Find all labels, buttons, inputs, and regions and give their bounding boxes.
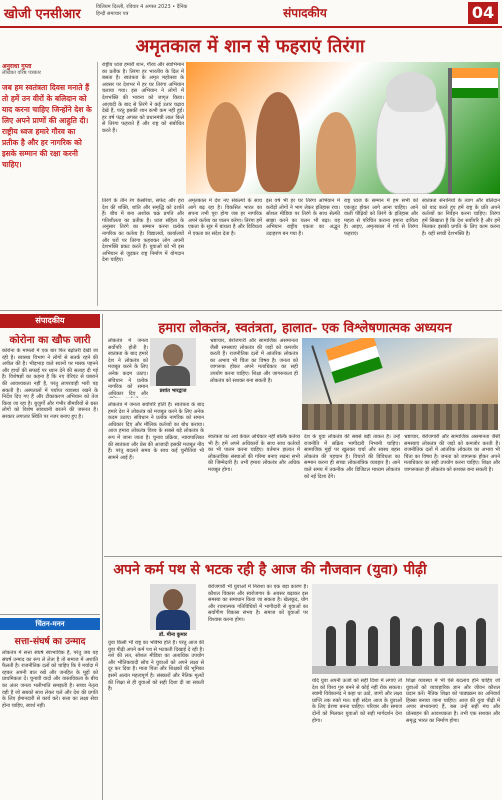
bottom-column-3: यदि युवा अपनी ऊर्जा को सही दिशा में लगाएं तो देश को विश्व गुरु बनने से कोई नहीं रोक सकता। स्वामी विवेकानंद ने कहा था उठो, जागो और लक्ष्य प्राप्ति तक रुको मत। यही संदेश आज के युवाओं के लिए प्रेरणा बनना चाहिए। परिवार और समाज दोनों को मिलकर युवाओं को सही मार्गदर्शन देना होगा। <box>312 678 402 724</box>
masthead <box>0 0 502 28</box>
lead-column-6: स्वतंत्रता सेनानियों के त्याग और बलिदान को याद करते हुए हमें राष्ट्र के प्रति अपने कर्तव्यों का निर्वहन करना चाहिए। तिरंगा हमें सिखाता है कि देश सर्वोपरि है और हमें मिलकर इसकी प्रगति के लिए काम करना है। यही सच्ची देशभक्ति है। <box>422 198 500 237</box>
middle-column-1: लोकतंत्र में जनता सर्वोपरि होती है। स्वतंत्रता के बाद हमारे देश ने लोकतंत्र को मजबूत करने के लिए अनेक कदम उठाए। संविधान ने प्रत्येक नागरिक को समान अधिकार दिए और मौलिक कर्तव्यों का बोध कराया। आज हमारा लोकतंत्र विश्व के सबसे बड़े लोकतंत्र के रूप में जाना जाता है। चुनाव प्रक्रिया, न्यायपालिका की स्वतंत्रता और प्रेस की आजादी इसकी मजबूत नींव हैं। परंतु बदलते समय के साथ कई चुनौतियां भी सामने आई हैं। <box>108 402 204 461</box>
left-section-ribbon: संपादकीय <box>0 314 100 328</box>
lead-photo <box>186 62 500 194</box>
middle-column-2: भ्रष्टाचार, बेरोजगारी और सामाजिक असमानता जैसी समस्याएं लोकतंत्र की जड़ों को कमजोर करती हैं। राजनीतिक दलों में आंतरिक लोकतंत्र का अभाव भी चिंता का विषय है। जनता को जागरूक होकर अपने मताधिकार का सही उपयोग करना चाहिए। शिक्षा और जागरूकता ही लोकतंत्र को सशक्त बना सकती है। <box>210 338 298 384</box>
newspaper-logo: खोजी एनसीआर <box>4 7 81 22</box>
divider <box>104 556 502 557</box>
middle-column-4: देश के युवा लोकतंत्र की सबसे बड़ी ताकत हैं। उन्हें राजनीति में सक्रिय भागीदारी निभानी चाहिए। सामाजिक मुद्दों पर खुलकर चर्चा और स्वस्थ बहस लोकतंत्र की पहचान है। विचारों की विविधता का सम्मान करना ही सच्चा लोकतांत्रिक व्यवहार है। आने वाले समय में तकनीक और डिजिटल माध्यम लोकतंत्र को नई दिशा देंगे। <box>304 434 400 480</box>
bottom-headline: अपने कर्म पथ से भटक रही है आज की नौजवान (युवा) पीढ़ी <box>113 562 427 578</box>
lead-column-2: तिरंगे के तीन रंग केसरिया, सफेद और हरा देश की शक्ति, शांति और समृद्धि को दर्शाते हैं। बीच में बना अशोक चक्र प्रगति और गतिशीलता का प्रतीक है। ध्वज संहिता के अनुसार तिरंगे का सम्मान करना प्रत्येक नागरिक का कर्तव्य है। विद्यालयों, कार्यालयों और घरों पर तिरंगा फहराकर लोग अपनी देशभक्ति प्रकट करते हैं। युवाओं को भी इस अभियान से जुड़कर राष्ट्र निर्माण में योगदान देना चाहिए। <box>102 198 184 264</box>
middle-column-3: स्वतंत्रता का अर्थ केवल अधिकार नहीं बल्कि कर्तव्य भी है। हमें अपने अधिकारों के साथ साथ कर्तव्यों का भी पालन करना चाहिए। वर्तमान हालात में लोकतांत्रिक संस्थाओं की गरिमा बनाए रखना सभी की जिम्मेदारी है। तभी हमारा लोकतंत्र और अधिक मजबूत होगा। <box>208 434 300 473</box>
left-section-ribbon-2: चिंतन-मनन <box>0 618 100 630</box>
bottom-column-4: शिक्षा व्यवस्था में भी ऐसे बदलाव होने चाहिए जो युवाओं को व्यावहारिक ज्ञान और जीवन कौशल प्रदान करें। नैतिक शिक्षा को पाठ्यक्रम का अनिवार्य हिस्सा बनाया जाना चाहिए। आज की युवा पीढ़ी में अपार संभावनाएं हैं, बस उन्हें सही मंच और प्रोत्साहन की आवश्यकता है। तभी एक सशक्त और समृद्ध भारत का निर्माण होगा। <box>406 678 500 724</box>
middle-intro: लोकतंत्र में जनता सर्वोपरि होती है। स्वतंत्रता के बाद हमारे देश ने लोकतंत्र को मजबूत करने के लिए अनेक कदम उठाए। संविधान ने प्रत्येक नागरिक को समान अधिकार दिए और <box>108 338 148 397</box>
lead-headline: अमृतकाल में शान से फहराएं तिरंगा <box>135 36 365 57</box>
bottom-photo <box>312 584 498 674</box>
lead-byline-title: लेखिका वरिष्ठ पत्रकार <box>2 70 41 76</box>
middle-author-name: प्रशांत भारद्वाज <box>159 388 187 394</box>
bottom-author-photo <box>150 584 196 630</box>
middle-column-5: भ्रष्टाचार, बेरोजगारी और सामाजिक असमानता जैसी समस्याएं लोकतंत्र की जड़ों को कमजोर करती हैं। राजनीतिक दलों में आंतरिक लोकतंत्र का अभाव भी चिंता का विषय है। जनता को जागरूक होकर अपने मताधिकार का सही उपयोग करना चाहिए। शिक्षा और जागरूकता ही लोकतंत्र को सशक्त बना सकती है। <box>404 434 500 473</box>
lead-byline-name: अनुराधा गुप्ता <box>2 63 32 70</box>
left-body: कोरोना के मामलों में एक बार फिर बढ़ोतरी देखी जा रही है। स्वास्थ्य विभाग ने लोगों से सतर्क रहने की अपील की है। भीड़भाड़ वाले स्थानों पर मास्क पहनने और हाथों की सफाई पर ध्यान देने की सलाह दी गई है। विशेषज्ञों का कहना है कि नए वेरिएंट से घबराने की आवश्यकता नहीं है, परंतु लापरवाही भारी पड़ सकती है। अस्पतालों में पर्याप्त व्यवस्था रखने के निर्देश दिए गए हैं और टीकाकरण अभियान को तेज किया जा रहा है। बुजुर्गों और गंभीर बीमारियों से ग्रस्त लोगों को विशेष सावधानी बरतने की जरूरत है। सरकार लगातार स्थिति पर नजर बनाए हुए है। <box>2 348 98 420</box>
divider <box>0 614 100 615</box>
section-title: संपादकीय <box>283 6 327 20</box>
left-headline: कोरोना का खौफ जारी <box>9 335 91 346</box>
bottom-author-name: डॉ. मीना कुमार <box>159 632 187 638</box>
middle-author-photo <box>150 338 196 386</box>
left-headline-2: सत्ता-संघर्ष का उन्माद <box>14 637 86 647</box>
column-divider <box>102 314 103 800</box>
lead-pull-quote: जब हम स्वतंत्रता दिवस मनाते हैं तो हमें उन वीरों के बलिदान को याद करना चाहिए जिन्होंने देश के लिए अपने प्राणों की आहुति दी। राष्ट्रीय ध्वज हमारे गौरव का प्रतीक है और हर नागरिक को इसके सम्मान की रक्षा करनी चाहिए। <box>2 83 92 169</box>
bottom-column-2: बेरोजगारी भी युवाओं में निराशा का एक बड़ा कारण है। कौशल विकास और स्वरोजगार के अवसर बढ़ाकर इस समस्या का समाधान किया जा सकता है। खेलकूद, योग और रचनात्मक गतिविधियों में भागीदारी से युवाओं का सर्वांगीण विकास संभव है। समाज को युवाओं पर विश्वास करना होगा। <box>208 584 308 623</box>
lead-column-3: अमृतकाल में देश नए संकल्पों के साथ आगे बढ़ रहा है। विकसित भारत का सपना तभी पूरा होगा जब हर नागरिक अपने कर्तव्य का पालन करेगा। तिरंगा हमें एकता के सूत्र में बांधता है और विविधता में एकता का संदेश देता है। <box>188 198 262 237</box>
divider <box>0 310 502 311</box>
bottom-column-1: युवा किसी भी राष्ट्र का भविष्य होते हैं। परंतु आज की युवा पीढ़ी अपने कर्म पथ से भटकती दिखाई दे रही है। नशे की लत, सोशल मीडिया का अत्यधिक उपयोग और भौतिकवादी सोच ने युवाओं को अपने लक्ष्य से दूर कर दिया है। माता पिता और शिक्षकों की भूमिका इसमें अत्यंत महत्वपूर्ण है। संस्कारों और नैतिक मूल्यों की शिक्षा से ही युवाओं को सही दिशा दी जा सकती है। <box>108 640 204 693</box>
lead-column-4: इस वर्ष भी हर घर तिरंगा अभियान में करोड़ों लोगों ने भाग लेकर इतिहास रचा। सोशल मीडिया पर तिरंगे के साथ सेल्फी साझा करने का चलन भी बढ़ा। यह अभियान राष्ट्रीय एकता का अद्भुत उदाहरण बन गया है। <box>266 198 340 237</box>
middle-headline: हमारा लोकतंत्र, स्वतंत्रता, हालात- एक विश्लेषणात्मक अध्ययन <box>158 321 452 336</box>
middle-photo <box>302 338 498 430</box>
lead-column-5: राष्ट्र ध्वज के सम्मान में हम सभी को एकजुट होकर आगे आना चाहिए। आने वाली पीढ़ियों को तिरंगे के इतिहास और महत्व से परिचित कराना हमारा दायित्व है। आइए, अमृतकाल में गर्व से तिरंगा फहराएं। <box>344 198 418 237</box>
lead-pull-quote-box <box>2 62 98 306</box>
left-body-2: लोकतंत्र में सत्ता संघर्ष स्वाभाविक है, परंतु जब यह संघर्ष उन्माद का रूप ले लेता है तो समाज में अशांति फैलती है। राजनीतिक दलों को चाहिए कि वे मर्यादा में रहकर अपनी बात रखें और जनहित के मुद्दों को प्राथमिकता दें। चुनावी वादों और वास्तविकता के बीच का अंतर जनता भलीभांति समझती है। सच्चा नेतृत्व वही है जो सबको साथ लेकर चले और देश की प्रगति के लिए ईमानदारी से कार्य करे। सत्ता का लक्ष्य सेवा होना चाहिए, स्वार्थ नहीं। <box>2 650 98 709</box>
issue-meta: विलियम दिल्ली, रविवार 4 अगस्त 2023 • दैनिक हिन्दी समाचार पत्र <box>96 4 188 17</box>
page-number: 04 <box>468 2 498 24</box>
lead-column-1: राष्ट्रीय ध्वज हमारी शान, गौरव और स्वाभिमान का प्रतीक है। तिरंगा हर भारतीय के दिल में बसता है। स्वतंत्रता के अमृत महोत्सव के अवसर पर देशभर में हर घर तिरंगा अभियान चलाया गया। इस अभियान ने लोगों में देशभक्ति की भावना को जागृत किया। आज़ादी के बाद से तिरंगे ने कई उतार चढ़ाव देखे हैं, परंतु इसकी शान कभी कम नहीं हुई। हर वर्ष पंद्रह अगस्त को प्रधानमंत्री लाल किले से तिरंगा फहराते हैं और राष्ट्र को संबोधित करते हैं। <box>102 62 184 134</box>
